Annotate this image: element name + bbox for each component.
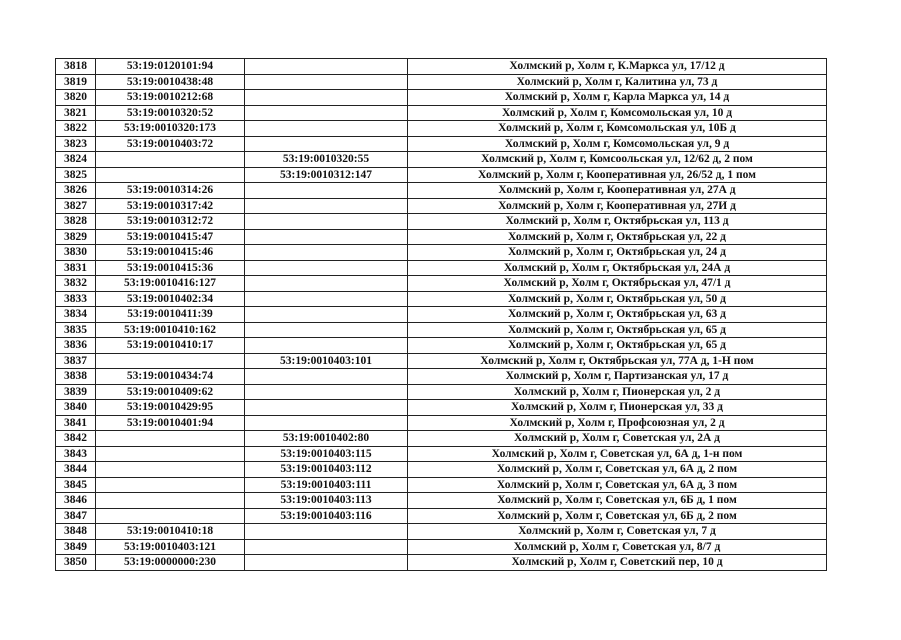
cadastral-room-cell: 53:19:0010403:113 xyxy=(245,493,408,509)
row-number-cell: 3839 xyxy=(56,384,96,400)
table-row xyxy=(56,245,827,261)
row-number-cell: 3827 xyxy=(56,198,96,214)
cadastral-building-cell: 53:19:0010401:94 xyxy=(96,415,245,431)
table-row xyxy=(56,276,827,292)
cadastral-building-cell xyxy=(96,462,245,478)
table-row xyxy=(56,384,827,400)
cadastral-building-cell: 53:19:0010434:74 xyxy=(96,369,245,385)
address-cell: Холмский р, Холм г, Октябрьская ул, 63 д xyxy=(408,307,827,323)
table-row xyxy=(56,198,827,214)
row-number-cell: 3848 xyxy=(56,524,96,540)
address-cell: Холмский р, Холм г, Комсомольская ул, 10 д xyxy=(408,105,827,121)
row-number-cell: 3840 xyxy=(56,400,96,416)
cadastral-room-cell xyxy=(245,415,408,431)
cadastral-room-cell xyxy=(245,384,408,400)
address-cell: Холмский р, Холм г, К.Маркса ул, 17/12 д xyxy=(408,59,827,75)
table-row xyxy=(56,446,827,462)
cadastral-building-cell xyxy=(96,152,245,168)
cadastral-building-cell xyxy=(96,477,245,493)
cadastral-building-cell xyxy=(96,446,245,462)
row-number-cell: 3849 xyxy=(56,539,96,555)
row-number-cell: 3825 xyxy=(56,167,96,183)
cadastral-building-cell: 53:19:0010402:34 xyxy=(96,291,245,307)
cadastral-room-cell: 53:19:0010320:55 xyxy=(245,152,408,168)
table-row xyxy=(56,539,827,555)
table-row xyxy=(56,369,827,385)
address-cell: Холмский р, Холм г, Советская ул, 6А д, 1-н пом xyxy=(408,446,827,462)
row-number-cell: 3818 xyxy=(56,59,96,75)
cadastral-room-cell: 53:19:0010403:112 xyxy=(245,462,408,478)
table-row xyxy=(56,338,827,354)
cadastral-building-cell: 53:19:0010410:17 xyxy=(96,338,245,354)
cadastral-room-cell xyxy=(245,555,408,571)
cadastral-room-cell xyxy=(245,121,408,137)
table-row xyxy=(56,229,827,245)
row-number-cell: 3842 xyxy=(56,431,96,447)
row-number-cell: 3826 xyxy=(56,183,96,199)
address-cell: Холмский р, Холм г, Комсомольская ул, 10Б д xyxy=(408,121,827,137)
row-number-cell: 3833 xyxy=(56,291,96,307)
cadastral-room-cell xyxy=(245,369,408,385)
cadastral-room-cell xyxy=(245,291,408,307)
address-cell: Холмский р, Холм г, Карла Маркса ул, 14 д xyxy=(408,90,827,106)
row-number-cell: 3841 xyxy=(56,415,96,431)
address-cell: Холмский р, Холм г, Октябрьская ул, 65 д xyxy=(408,338,827,354)
row-number-cell: 3847 xyxy=(56,508,96,524)
cadastral-room-cell: 53:19:0010403:111 xyxy=(245,477,408,493)
row-number-cell: 3821 xyxy=(56,105,96,121)
cadastral-building-cell xyxy=(96,353,245,369)
cadastral-building-cell xyxy=(96,508,245,524)
row-number-cell: 3843 xyxy=(56,446,96,462)
cadastral-room-cell xyxy=(245,105,408,121)
cadastral-building-cell xyxy=(96,431,245,447)
table-row xyxy=(56,90,827,106)
address-cell: Холмский р, Холм г, Советская ул, 6А д, 2 пом xyxy=(408,462,827,478)
cadastral-room-cell xyxy=(245,136,408,152)
table-row xyxy=(56,307,827,323)
row-number-cell: 3838 xyxy=(56,369,96,385)
table-row xyxy=(56,152,827,168)
cadastral-room-cell: 53:19:0010403:115 xyxy=(245,446,408,462)
cadastral-room-cell xyxy=(245,90,408,106)
address-cell: Холмский р, Холм г, Октябрьская ул, 22 д xyxy=(408,229,827,245)
cadastral-building-cell: 53:19:0010314:26 xyxy=(96,183,245,199)
cadastral-building-cell: 53:19:0010320:52 xyxy=(96,105,245,121)
registry-table-body xyxy=(56,59,827,571)
table-row xyxy=(56,415,827,431)
row-number-cell: 3850 xyxy=(56,555,96,571)
table-row xyxy=(56,74,827,90)
cadastral-building-cell: 53:19:0010415:36 xyxy=(96,260,245,276)
table-row xyxy=(56,524,827,540)
address-cell: Холмский р, Холм г, Советская ул, 2А д xyxy=(408,431,827,447)
table-row xyxy=(56,400,827,416)
row-number-cell: 3824 xyxy=(56,152,96,168)
table-row xyxy=(56,136,827,152)
row-number-cell: 3845 xyxy=(56,477,96,493)
address-cell: Холмский р, Холм г, Октябрьская ул, 50 д xyxy=(408,291,827,307)
row-number-cell: 3820 xyxy=(56,90,96,106)
row-number-cell: 3823 xyxy=(56,136,96,152)
cadastral-building-cell: 53:19:0010403:121 xyxy=(96,539,245,555)
cadastral-building-cell: 53:19:0010409:62 xyxy=(96,384,245,400)
cadastral-building-cell: 53:19:0010429:95 xyxy=(96,400,245,416)
cadastral-building-cell: 53:19:0010438:48 xyxy=(96,74,245,90)
address-cell: Холмский р, Холм г, Кооперативная ул, 27А д xyxy=(408,183,827,199)
address-cell: Холмский р, Холм г, Октябрьская ул, 24А д xyxy=(408,260,827,276)
cadastral-building-cell: 53:19:0010403:72 xyxy=(96,136,245,152)
cadastral-building-cell: 53:19:0010212:68 xyxy=(96,90,245,106)
row-number-cell: 3819 xyxy=(56,74,96,90)
row-number-cell: 3835 xyxy=(56,322,96,338)
row-number-cell: 3832 xyxy=(56,276,96,292)
cadastral-room-cell xyxy=(245,198,408,214)
address-cell: Холмский р, Холм г, Профсоюзная ул, 2 д xyxy=(408,415,827,431)
address-cell: Холмский р, Холм г, Кооперативная ул, 27И д xyxy=(408,198,827,214)
address-cell: Холмский р, Холм г, Октябрьская ул, 24 д xyxy=(408,245,827,261)
table-row xyxy=(56,353,827,369)
address-cell: Холмский р, Холм г, Советская ул, 6Б д, 1 пом xyxy=(408,493,827,509)
address-cell: Холмский р, Холм г, Октябрьская ул, 77А д, 1-Н пом xyxy=(408,353,827,369)
row-number-cell: 3836 xyxy=(56,338,96,354)
row-number-cell: 3828 xyxy=(56,214,96,230)
row-number-cell: 3846 xyxy=(56,493,96,509)
table-row xyxy=(56,167,827,183)
cadastral-building-cell: 53:19:0010312:72 xyxy=(96,214,245,230)
cadastral-room-cell xyxy=(245,214,408,230)
address-cell: Холмский р, Холм г, Советская ул, 6Б д, 2 пом xyxy=(408,508,827,524)
cadastral-room-cell xyxy=(245,338,408,354)
address-cell: Холмский р, Холм г, Пионерская ул, 33 д xyxy=(408,400,827,416)
row-number-cell: 3837 xyxy=(56,353,96,369)
address-cell: Холмский р, Холм г, Партизанская ул, 17 д xyxy=(408,369,827,385)
row-number-cell: 3829 xyxy=(56,229,96,245)
cadastral-room-cell xyxy=(245,539,408,555)
table-row xyxy=(56,493,827,509)
registry-table xyxy=(55,58,827,571)
address-cell: Холмский р, Холм г, Октябрьская ул, 65 д xyxy=(408,322,827,338)
cadastral-room-cell xyxy=(245,524,408,540)
cadastral-room-cell xyxy=(245,229,408,245)
table-row xyxy=(56,59,827,75)
cadastral-building-cell: 53:19:0010410:18 xyxy=(96,524,245,540)
cadastral-building-cell: 53:19:0010416:127 xyxy=(96,276,245,292)
table-row xyxy=(56,462,827,478)
row-number-cell: 3822 xyxy=(56,121,96,137)
address-cell: Холмский р, Холм г, Советская ул, 8/7 д xyxy=(408,539,827,555)
cadastral-building-cell: 53:19:0010415:47 xyxy=(96,229,245,245)
cadastral-building-cell: 53:19:0010320:173 xyxy=(96,121,245,137)
address-cell: Холмский р, Холм г, Калитина ул, 73 д xyxy=(408,74,827,90)
cadastral-building-cell xyxy=(96,167,245,183)
table-row xyxy=(56,555,827,571)
cadastral-building-cell: 53:19:0010410:162 xyxy=(96,322,245,338)
address-cell: Холмский р, Холм г, Советская ул, 6А д, 3 пом xyxy=(408,477,827,493)
cadastral-building-cell: 53:19:0010317:42 xyxy=(96,198,245,214)
table-row xyxy=(56,121,827,137)
address-cell: Холмский р, Холм г, Кооперативная ул, 26/52 д, 1 пом xyxy=(408,167,827,183)
cadastral-building-cell: 53:19:0000000:230 xyxy=(96,555,245,571)
table-row xyxy=(56,105,827,121)
address-cell: Холмский р, Холм г, Советская ул, 7 д xyxy=(408,524,827,540)
cadastral-room-cell: 53:19:0010403:101 xyxy=(245,353,408,369)
cadastral-room-cell xyxy=(245,260,408,276)
table-row xyxy=(56,431,827,447)
address-cell: Холмский р, Холм г, Пионерская ул, 2 д xyxy=(408,384,827,400)
address-cell: Холмский р, Холм г, Комсоольская ул, 12/62 д, 2 пом xyxy=(408,152,827,168)
cadastral-room-cell xyxy=(245,74,408,90)
cadastral-building-cell xyxy=(96,493,245,509)
cadastral-room-cell: 53:19:0010312:147 xyxy=(245,167,408,183)
cadastral-building-cell: 53:19:0010415:46 xyxy=(96,245,245,261)
table-row xyxy=(56,477,827,493)
cadastral-room-cell xyxy=(245,322,408,338)
table-row xyxy=(56,291,827,307)
cadastral-room-cell xyxy=(245,245,408,261)
row-number-cell: 3831 xyxy=(56,260,96,276)
row-number-cell: 3844 xyxy=(56,462,96,478)
cadastral-building-cell: 53:19:0120101:94 xyxy=(96,59,245,75)
cadastral-room-cell xyxy=(245,59,408,75)
cadastral-building-cell: 53:19:0010411:39 xyxy=(96,307,245,323)
cadastral-room-cell xyxy=(245,400,408,416)
table-row xyxy=(56,183,827,199)
cadastral-room-cell: 53:19:0010403:116 xyxy=(245,508,408,524)
address-cell: Холмский р, Холм г, Советский пер, 10 д xyxy=(408,555,827,571)
address-cell: Холмский р, Холм г, Комсомольская ул, 9 д xyxy=(408,136,827,152)
cadastral-room-cell: 53:19:0010402:80 xyxy=(245,431,408,447)
table-row xyxy=(56,508,827,524)
table-row xyxy=(56,322,827,338)
address-cell: Холмский р, Холм г, Октябрьская ул, 47/1 д xyxy=(408,276,827,292)
table-row xyxy=(56,214,827,230)
address-cell: Холмский р, Холм г, Октябрьская ул, 113 д xyxy=(408,214,827,230)
table-row xyxy=(56,260,827,276)
row-number-cell: 3830 xyxy=(56,245,96,261)
cadastral-room-cell xyxy=(245,276,408,292)
row-number-cell: 3834 xyxy=(56,307,96,323)
cadastral-room-cell xyxy=(245,183,408,199)
cadastral-room-cell xyxy=(245,307,408,323)
